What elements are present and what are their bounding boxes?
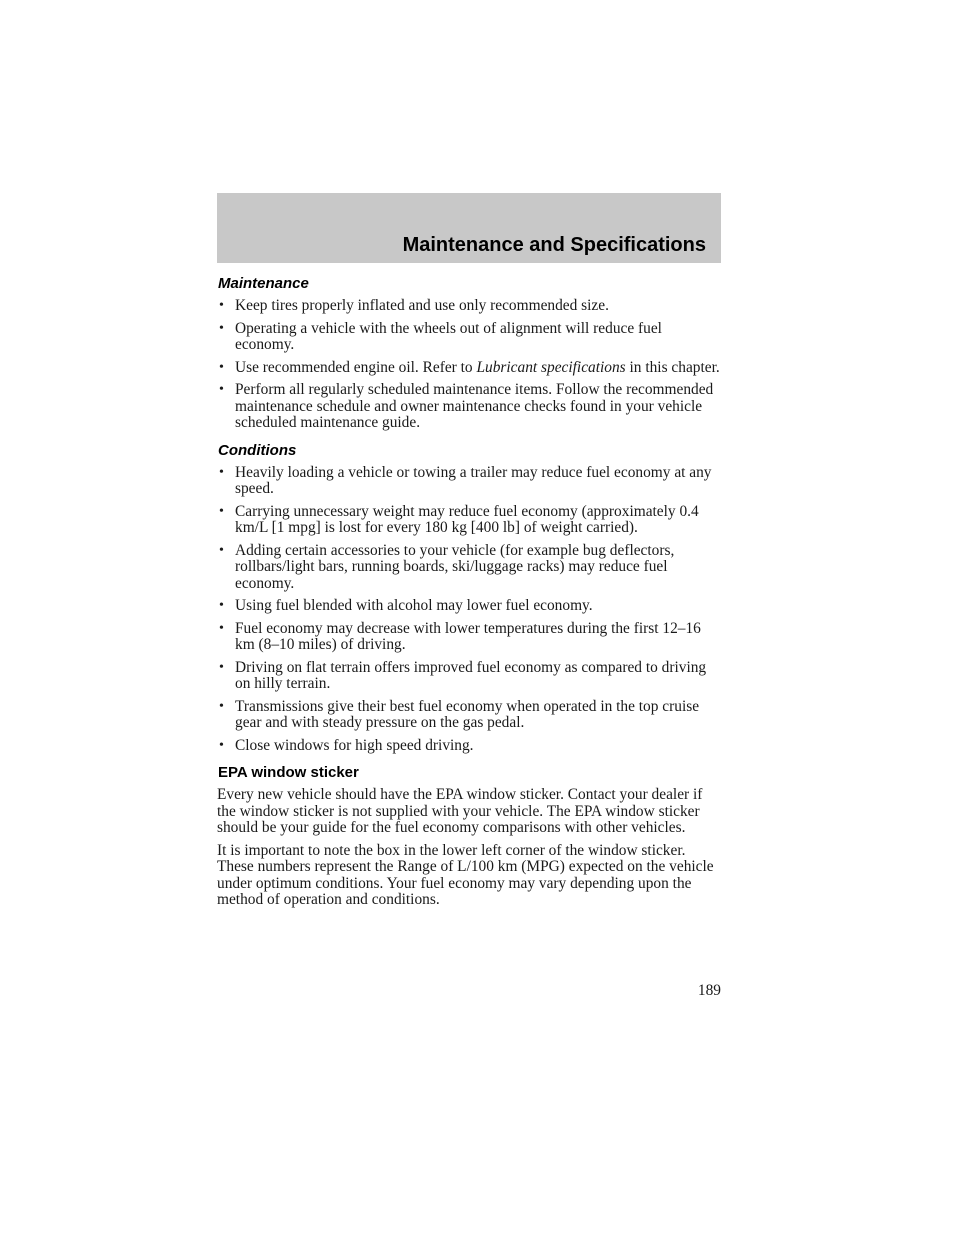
list-item xyxy=(217,321,723,354)
lubricant-specifications-reference: Lubricant specifications xyxy=(476,358,626,376)
list-item xyxy=(217,298,723,315)
page-number: 189 xyxy=(697,982,721,999)
section-heading-conditions: Conditions xyxy=(218,441,297,459)
conditions-list xyxy=(217,465,723,755)
list-item xyxy=(217,382,723,432)
maintenance-list xyxy=(217,298,723,432)
list-item xyxy=(217,621,723,654)
bullet-icon: • xyxy=(219,698,224,714)
list-item-text: Operating a vehicle with the wheels out of alignment will reduce fuel economy. xyxy=(235,319,662,353)
list-item xyxy=(217,465,723,498)
bullet-icon: • xyxy=(219,359,224,375)
bullet-icon: • xyxy=(219,659,224,675)
list-item-text: Adding certain accessories to your vehicle (for example bug deflectors, rollbars/light bars, running boards, ski/luggage racks) may reduce fuel economy. xyxy=(235,541,675,592)
list-item-text: Driving on flat terrain offers improved fuel economy as compared to driving on hilly terrain. xyxy=(235,658,707,692)
body-paragraph: It is important to note the box in the lower left corner of the window sticker. These numbers represent the Range of L/100 km (MPG) expected on the vehicle under optimum conditions. Your fuel economy may vary depending upon the method of operation and conditions. xyxy=(217,841,714,908)
list-item-text: Close windows for high speed driving. xyxy=(235,736,474,754)
bullet-icon: • xyxy=(219,598,224,613)
body-paragraph: Every new vehicle should have the EPA window sticker. Contact your dealer if the window sticker is not supplied with your vehicle. The EPA window sticker should be your guide for the fuel economy comparisons with other vehicles. xyxy=(217,786,703,836)
list-item-text: Use recommended engine oil. Refer to xyxy=(235,358,477,376)
list-item-text: Using fuel blended with alcohol may lower fuel economy. xyxy=(235,597,593,614)
list-item-text: Perform all regularly scheduled maintenance items. Follow the recommended maintenance schedule and owner maintenance checks found in your vehicle scheduled maintenance guide. xyxy=(235,381,714,431)
list-item xyxy=(217,543,723,593)
list-item xyxy=(217,660,723,693)
bullet-icon: • xyxy=(219,620,224,636)
list-item-text: in this chapter. xyxy=(625,358,720,376)
bullet-icon: • xyxy=(219,503,224,519)
bullet-icon: • xyxy=(219,542,224,558)
list-item-text: Keep tires properly inflated and use only recommended size. xyxy=(235,297,609,314)
list-item xyxy=(217,360,723,377)
section-heading-maintenance: Maintenance xyxy=(218,275,309,292)
list-item xyxy=(217,504,723,537)
chapter-header-band xyxy=(217,193,721,263)
list-item-text: Heavily loading a vehicle or towing a trailer may reduce fuel economy at any speed. xyxy=(235,463,712,497)
list-item-text: Fuel economy may decrease with lower temperatures during the first 12–16 km (8–10 miles) of driving. xyxy=(235,619,701,653)
chapter-title: Maintenance and Specifications xyxy=(402,234,706,256)
list-item-text: Carrying unnecessary weight may reduce fuel economy (approximately 0.4 km/L [1 mpg] is lost for every 180 kg [400 lb] of weight carried). xyxy=(235,502,699,536)
section-heading-epa-window-sticker: EPA window sticker xyxy=(218,764,359,781)
list-item-text: Transmissions give their best fuel economy when operated in the top cruise gear and with steady pressure on the gas pedal. xyxy=(235,697,700,731)
page-content xyxy=(217,275,723,915)
bullet-icon: • xyxy=(219,298,224,313)
list-item xyxy=(217,699,723,732)
bullet-icon: • xyxy=(219,737,224,753)
bullet-icon: • xyxy=(219,320,224,336)
bullet-icon: • xyxy=(219,382,224,397)
list-item xyxy=(217,738,723,755)
list-item xyxy=(217,598,723,615)
bullet-icon: • xyxy=(219,464,224,480)
